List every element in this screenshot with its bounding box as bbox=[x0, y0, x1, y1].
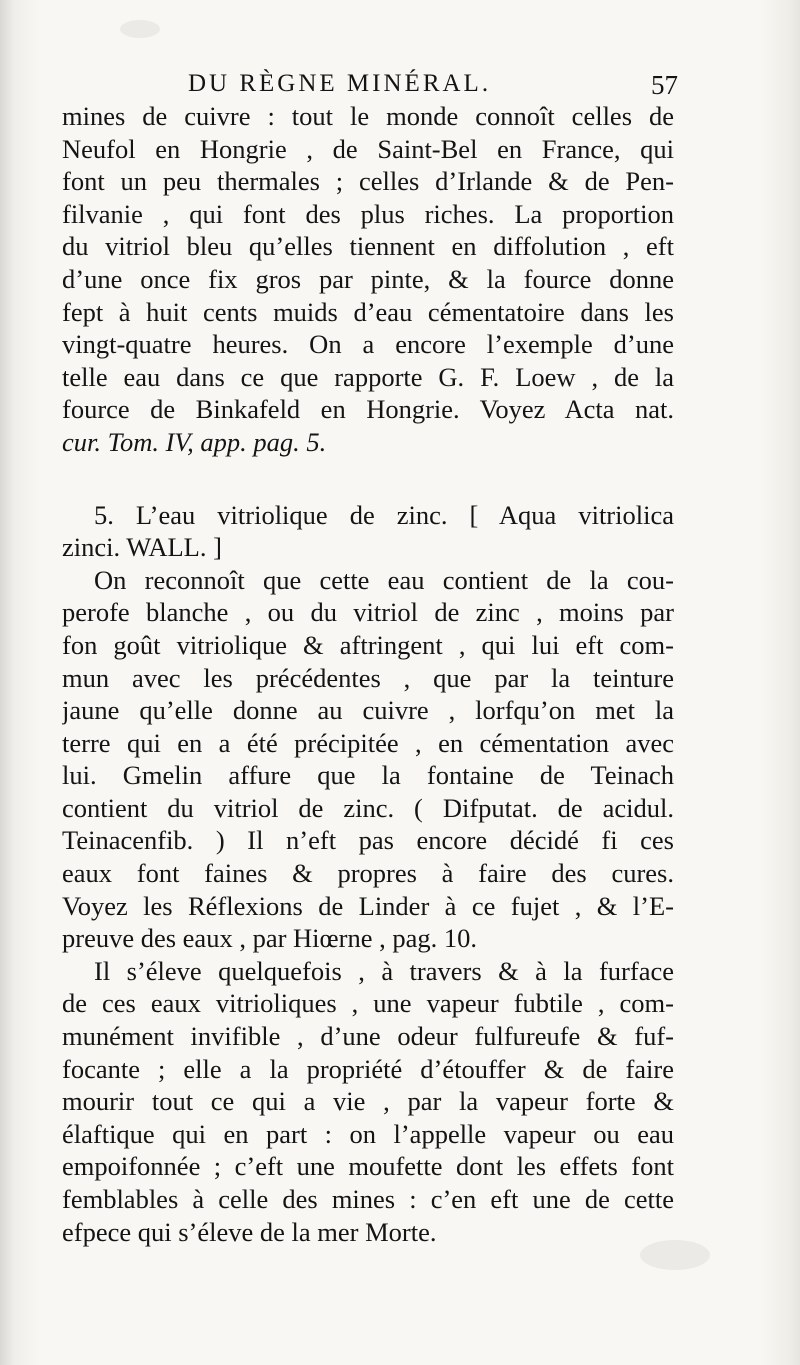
text-line: empoifonnée ; c’eft une moufette dont les effets font bbox=[62, 1151, 674, 1182]
text-line: fon goût vitriolique & aftringent , qui lui eft com- bbox=[62, 629, 674, 660]
text-line: femblables à celle des mines : c’en eft une de cette bbox=[62, 1184, 674, 1214]
text-line: contient du vitriol de zinc. ( Difputat. de acidul. bbox=[62, 792, 674, 823]
text-line: mines de cuivre : tout le monde connoît celles de bbox=[62, 101, 674, 131]
text-line: jaune qu’elle donne au cuivre , lorfqu’on met la bbox=[62, 695, 674, 726]
text-line: mun avec les précédentes , que par la teinture bbox=[62, 662, 674, 693]
text-line: font un peu thermales ; celles d’Irlande & de Pen- bbox=[62, 166, 674, 197]
text-line: du vitriol bleu qu’elles tiennent en diffolution , eft bbox=[62, 231, 674, 262]
body-text bbox=[62, 100, 674, 1248]
paper-stain bbox=[120, 20, 160, 38]
section-heading-line: zinci. WALL. ] bbox=[62, 532, 222, 563]
text-line: fept à huit cents muids d’eau cémentatoire dans les bbox=[62, 296, 674, 327]
text-line: perofe blanche , ou du vitriol de zinc , moins par bbox=[62, 597, 674, 628]
text-line: d’une once fix gros par pinte, & la fource donne bbox=[62, 263, 674, 294]
text-line: munément invifible , d’une odeur fulfureufe & fuf- bbox=[62, 1021, 674, 1052]
text-line: fource de Binkafeld en Hongrie. Voyez Acta nat. bbox=[62, 394, 674, 425]
text-line: focante ; elle a la propriété d’étouffer & de faire bbox=[62, 1053, 674, 1084]
text-line: efpece qui s’éleve de la mer Morte. bbox=[62, 1216, 437, 1247]
text-line: filvanie , qui font des plus riches. La proportion bbox=[62, 198, 674, 229]
text-line: mourir tout ce qui a vie , par la vapeur forte & bbox=[62, 1086, 674, 1117]
text-line: Neufol en Hongrie , de Saint-Bel en France, qui bbox=[62, 133, 674, 164]
text-line: lui. Gmelin affure que la fontaine de Teinach bbox=[62, 760, 674, 791]
running-head: DU RÈGNE MINÉRAL. bbox=[188, 70, 492, 97]
text-line: Voyez les Réflexions de Linder à ce fujet , & l’E- bbox=[62, 890, 674, 921]
text-line: cur. Tom. IV, app. pag. 5. bbox=[62, 426, 327, 457]
text-line: eaux font faines & propres à faire des cures. bbox=[62, 858, 674, 889]
text-line: terre qui en a été précipitée , en cémentation avec bbox=[62, 727, 674, 758]
text-line: vingt-quatre heures. On a encore l’exemple d’une bbox=[62, 329, 674, 360]
text-line: Teinacenfib. ) Il n’eft pas encore décidé fi ces bbox=[62, 825, 674, 856]
text-line: preuve des eaux , par Hiœrne , pag. 10. bbox=[62, 923, 478, 954]
section-gap bbox=[62, 459, 674, 499]
text-line: de ces eaux vitrioliques , une vapeur fubtile , com- bbox=[62, 988, 674, 1019]
text-line: telle eau dans ce que rapporte G. F. Loew , de la bbox=[62, 361, 674, 392]
text-line: On reconnoît que cette eau contient de la cou- bbox=[94, 564, 674, 595]
text-line: Il s’éleve quelquefois , à travers & à la furface bbox=[94, 955, 674, 986]
page-number: 57 bbox=[651, 70, 678, 100]
section-heading-line: 5. L’eau vitriolique de zinc. [ Aqua vitriolica bbox=[94, 499, 674, 530]
text-line: élaftique qui en part : on l’appelle vapeur ou eau bbox=[62, 1118, 674, 1149]
